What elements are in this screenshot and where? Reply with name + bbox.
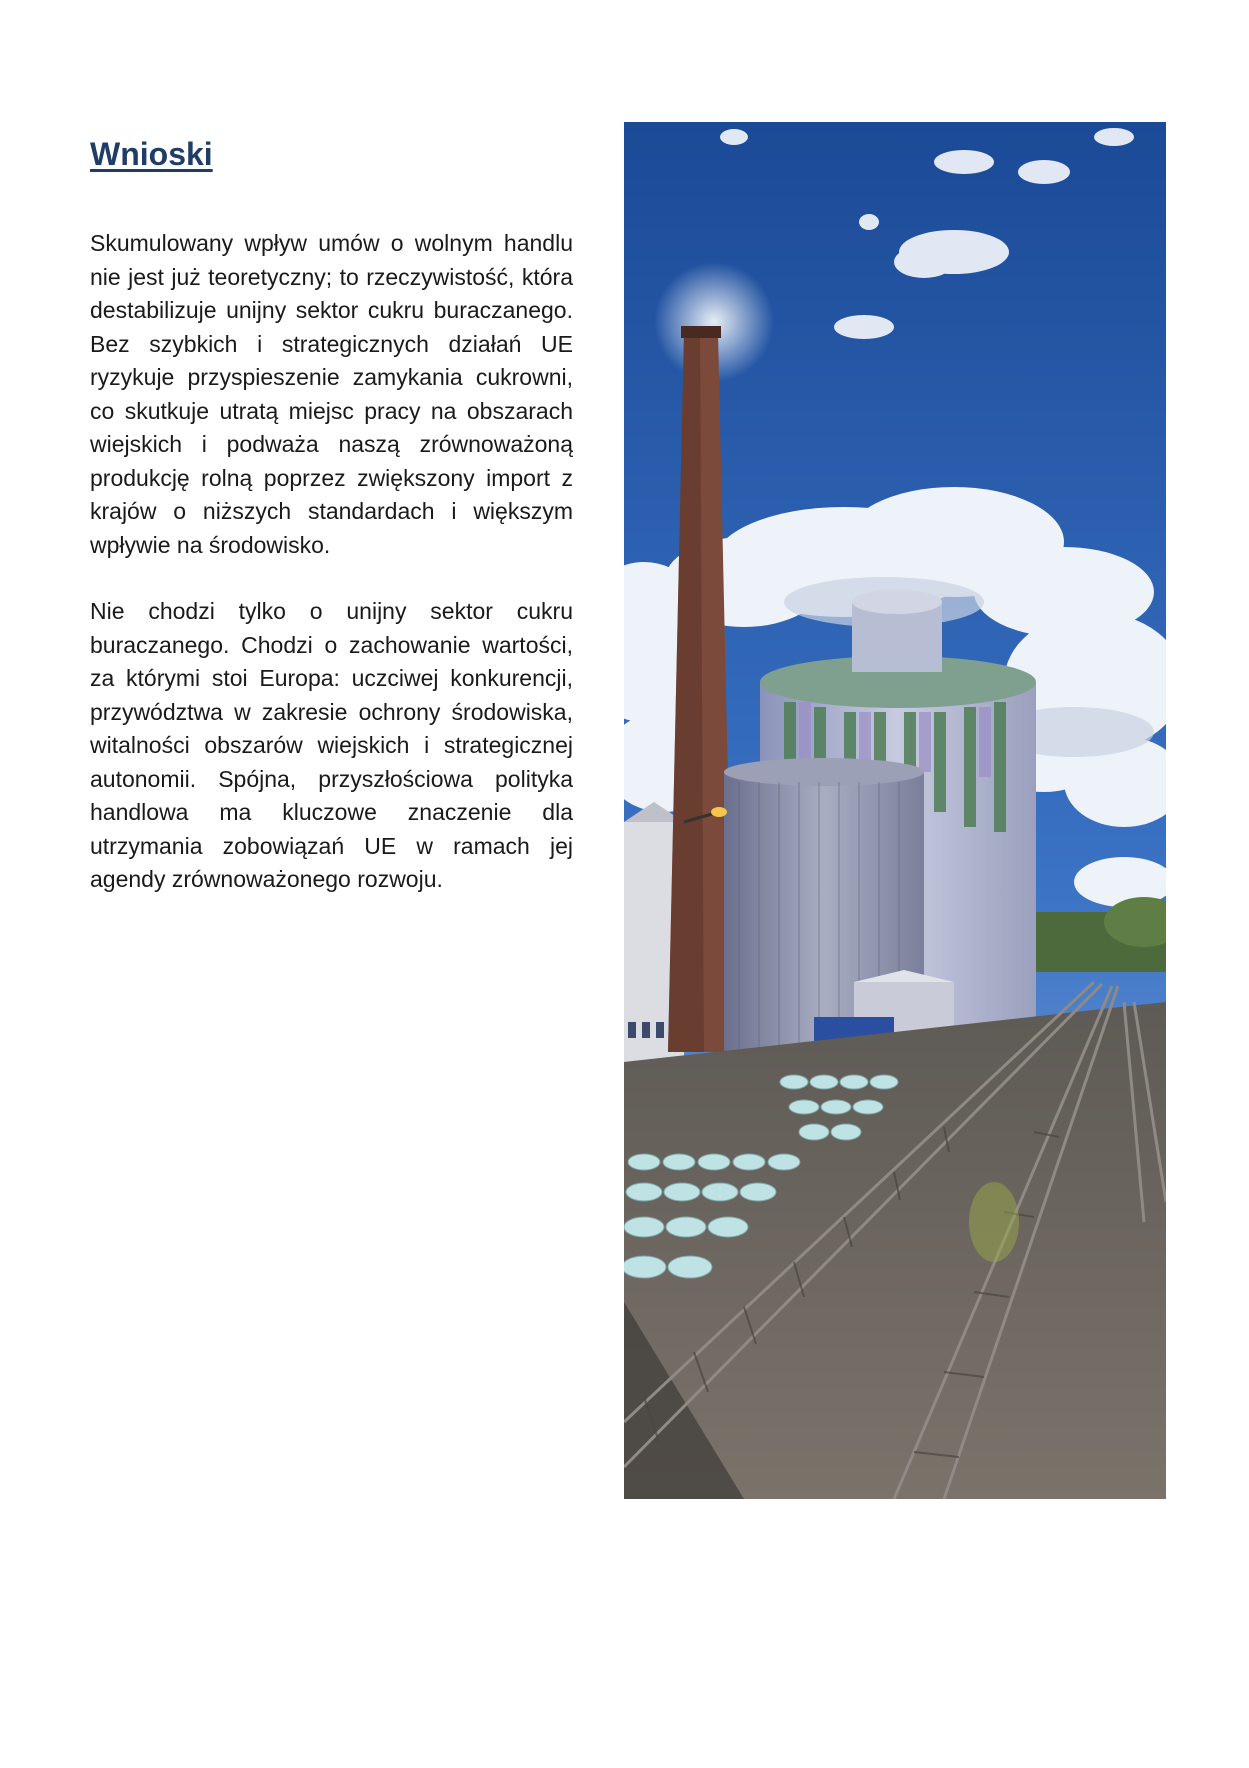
paragraph-2: Nie chodzi tylko o unijny sektor cukru buraczanego. Chodzi o zachowanie wartości, za którymi stoi Europa: uczciwej konkurencji, przywództwa w zakresie ochrony środowiska, witalności obszarów wiejskich i strategicznej autonomii. Spójna, przyszłościowa polityka handlowa ma kluczowe znaczenie dla utrzymania zobowiązań UE w ramach jej agendy zrównoważonego rozwoju. bbox=[90, 598, 573, 893]
sugar-factory-illustration bbox=[624, 122, 1166, 1499]
sugar-factory-photo bbox=[624, 122, 1166, 1499]
section-heading: Wnioski bbox=[90, 136, 213, 172]
paragraph-1: Skumulowany wpływ umów o wolnym handlu nie jest już teoretyczny; to rzeczywistość, która destabilizuje unijny sektor cukru buraczanego. Bez szybkich i strategicznych działań UE ryzykuje przyspieszenie zamykania cukrowni, co skutkuje utratą miejsc pracy na obszarach wiejskich i podważa naszą zrównoważoną produkcję rolną poprzez zwiększony import z krajów o niższych standardach i większym wpływie na środowisko. bbox=[90, 230, 573, 558]
text-column bbox=[90, 135, 573, 930]
